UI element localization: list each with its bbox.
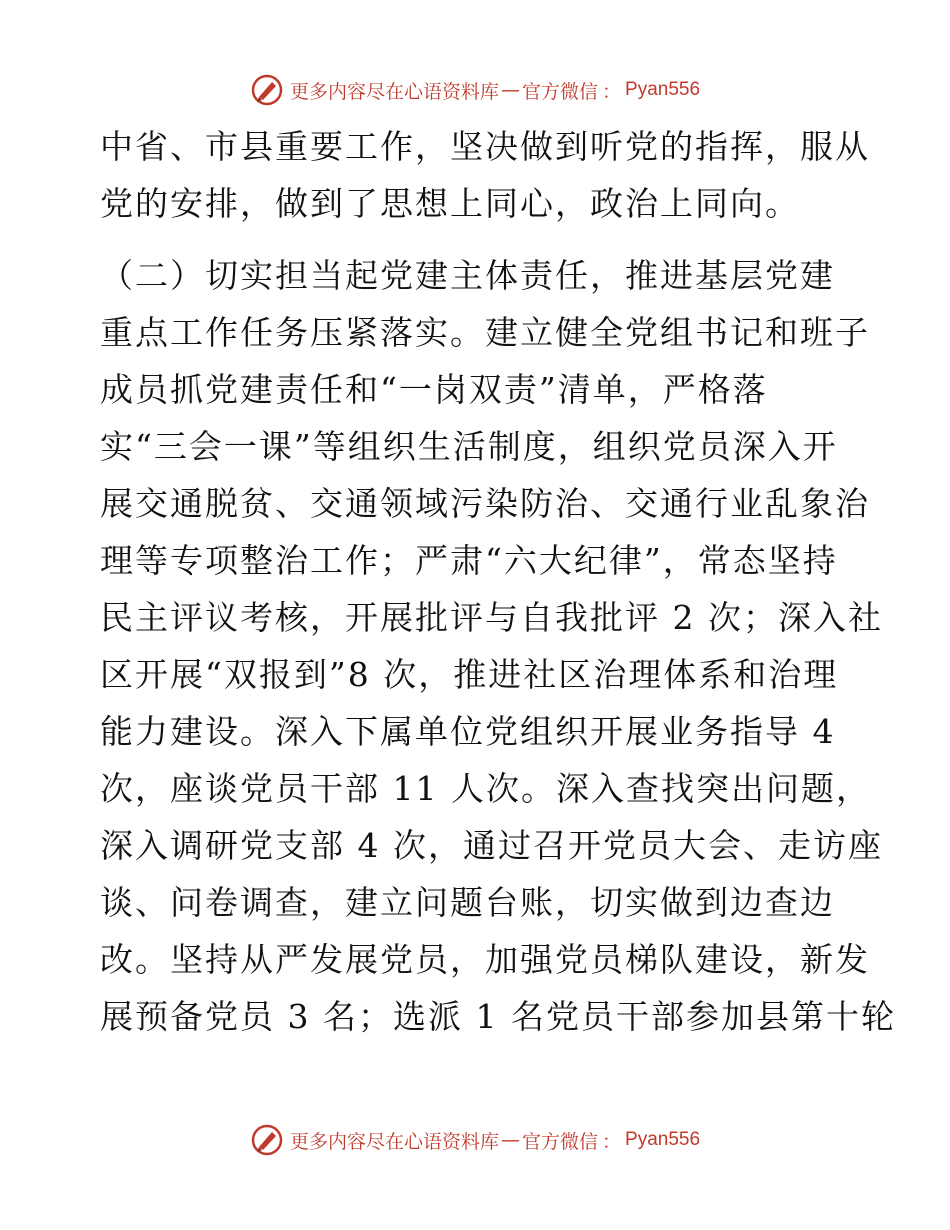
text-line: 实“三会一课”等组织生活制度，组织党员深入开: [100, 427, 838, 466]
banner-separator: —: [500, 79, 520, 101]
text-line: 成员抓党建责任和“一岗双责”清单，严格落: [100, 370, 768, 409]
banner-wechat-label: 官方微信: [521, 1130, 598, 1153]
text-line: 党的安排，做到了思想上同心，政治上同向。: [100, 184, 800, 223]
text-line: 中省、市县重要工作，坚决做到听党的指挥，服从: [100, 127, 870, 166]
text-line: （二）切实担当起党建主体责任，推进基层党建: [100, 256, 835, 295]
paragraph: [100, 118, 870, 232]
header-watermark-banner: [0, 70, 950, 110]
text-line: 能力建设。深入下属单位党组织开展业务指导 4: [100, 712, 836, 751]
text-line: 区开展“双报到”8 次，推进社区治理体系和治理: [100, 655, 839, 694]
banner-text: 更多内容尽在心语资料库: [289, 1130, 499, 1153]
pen-logo-icon: [250, 73, 284, 107]
document-body: [100, 118, 896, 1045]
banner-wechat-id: Pyan556: [625, 1129, 701, 1150]
text-line: 重点工作任务压紧落实。建立健全党组书记和班子: [100, 313, 870, 352]
banner-wechat-id: Pyan556: [625, 79, 701, 100]
banner-text: 更多内容尽在心语资料库: [289, 80, 499, 103]
banner-colon: ：: [602, 1130, 622, 1153]
text-line: 展预备党员 3 名；选派 1 名党员干部参加县第十轮: [100, 997, 896, 1036]
banner-colon: ：: [602, 80, 622, 103]
text-line: 改。坚持从严发展党员，加强党员梯队建设，新发: [100, 940, 870, 979]
text-line: 理等专项整治工作；严肃“六大纪律”，常态坚持: [100, 541, 838, 580]
text-line: 深入调研党支部 4 次，通过召开党员大会、走访座: [100, 826, 883, 865]
text-line: 展交通脱贫、交通领域污染防治、交通行业乱象治: [100, 484, 870, 523]
banner-wechat-label: 官方微信: [521, 80, 598, 103]
text-line: 谈、问卷调查，建立问题台账，切实做到边查边: [100, 883, 835, 922]
footer-watermark-banner: [0, 1120, 950, 1160]
paragraph: [100, 247, 896, 1045]
banner-separator: —: [500, 1129, 520, 1151]
pen-logo-icon: [250, 1123, 284, 1157]
text-line: 民主评议考核，开展批评与自我批评 2 次；深入社: [100, 598, 883, 637]
text-line: 次，座谈党员干部 11 人次。深入查找突出问题，: [100, 769, 871, 808]
